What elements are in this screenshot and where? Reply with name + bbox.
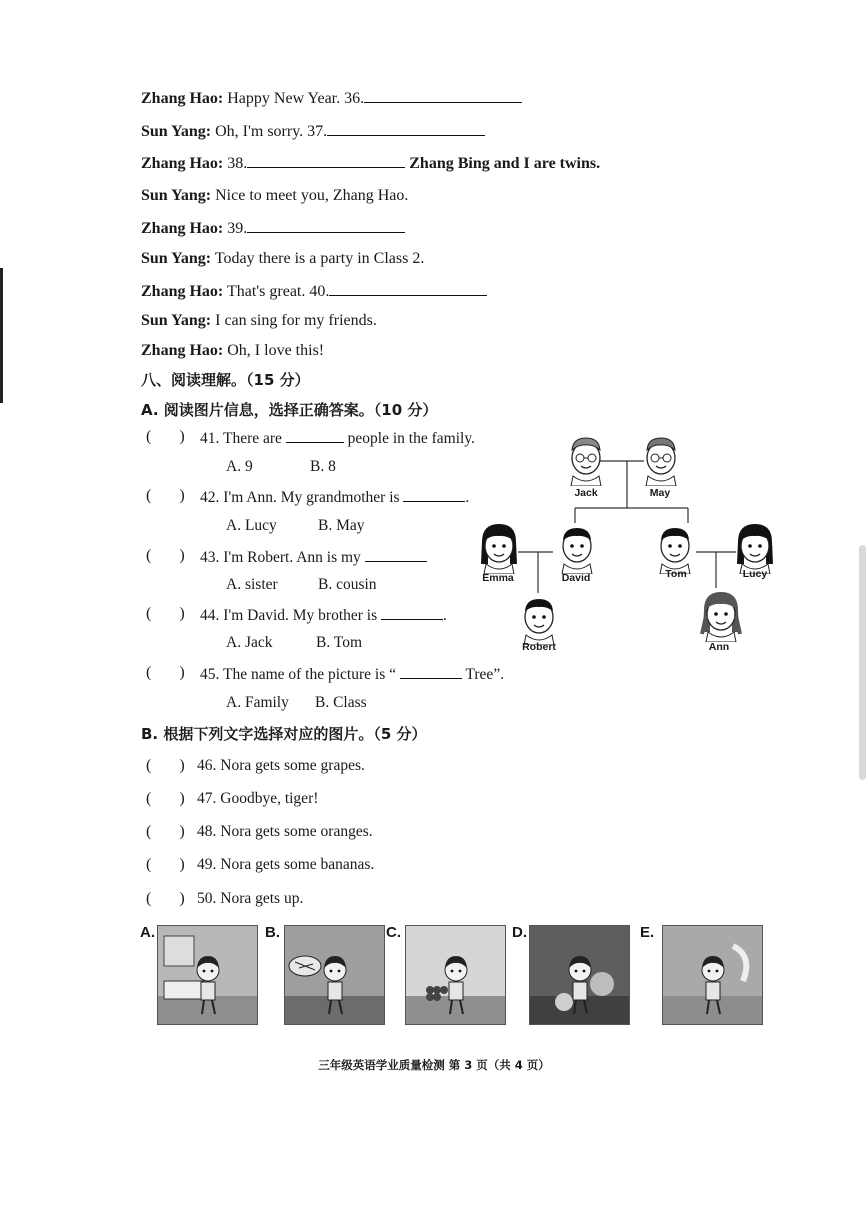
question-text: I'm Ann. My grandmother is bbox=[223, 489, 400, 506]
bracket-close: ) bbox=[179, 757, 185, 774]
girl-ann-portrait bbox=[698, 588, 744, 642]
question-number: 47. bbox=[197, 790, 217, 807]
question-number: 50. bbox=[197, 890, 217, 907]
aunt-emma-portrait bbox=[476, 520, 522, 574]
name-may: May bbox=[649, 487, 671, 499]
answer-blank[interactable] bbox=[403, 487, 465, 502]
dialogue-line bbox=[141, 153, 600, 174]
question-number: 48. bbox=[197, 823, 217, 840]
grandma-may-portrait bbox=[638, 432, 684, 486]
bracket-open: ( bbox=[146, 664, 152, 681]
bracket-open: ( bbox=[146, 547, 152, 564]
option-a[interactable]: A. Family bbox=[226, 694, 289, 711]
question-item bbox=[200, 605, 447, 625]
dialogue-text: Today there is a party in Class 2. bbox=[214, 250, 425, 267]
father-david-portrait bbox=[554, 520, 600, 574]
bracket-close: ) bbox=[179, 823, 185, 840]
answer-blank[interactable] bbox=[381, 605, 443, 620]
speaker-name: Zhang Hao: bbox=[141, 155, 224, 172]
question-item bbox=[197, 823, 373, 841]
part-b-title: B. 根据下列文字选择对应的图片。（5 分） bbox=[141, 725, 427, 743]
question-text: Nora gets some bananas. bbox=[220, 856, 375, 873]
answer-blank[interactable] bbox=[400, 664, 462, 679]
question-number: 49. bbox=[197, 856, 217, 873]
answer-blank[interactable] bbox=[364, 88, 522, 103]
dialogue-text: 39. bbox=[227, 220, 248, 237]
answer-bracket[interactable] bbox=[146, 605, 185, 623]
picture-letter: B. bbox=[265, 924, 280, 941]
bracket-open: ( bbox=[146, 757, 152, 774]
dialogue-text: Oh, I'm sorry. 37. bbox=[215, 123, 328, 140]
question-number: 41. bbox=[200, 430, 220, 447]
name-lucy: Lucy bbox=[742, 568, 768, 580]
speaker-name: Zhang Hao: bbox=[141, 283, 224, 300]
option-a[interactable]: A. Lucy bbox=[226, 517, 277, 534]
question-number: 42. bbox=[200, 489, 220, 506]
question-text: Nora gets some grapes. bbox=[220, 757, 365, 774]
question-text: Nora gets up. bbox=[220, 890, 304, 907]
bracket-open: ( bbox=[146, 790, 152, 807]
page-footer: 三年级英语学业质量检测 第 3 页（共 4 页） bbox=[318, 1058, 550, 1072]
dialogue-line bbox=[141, 186, 408, 206]
speaker-name: Sun Yang: bbox=[141, 123, 212, 140]
name-robert: Robert bbox=[522, 641, 556, 653]
answer-blank[interactable] bbox=[247, 153, 405, 168]
dialogue-text: I can sing for my friends. bbox=[215, 312, 377, 329]
question-text: Nora gets some oranges. bbox=[220, 823, 373, 840]
picture-girl-with-oranges[interactable] bbox=[529, 925, 630, 1025]
dialogue-line bbox=[141, 311, 377, 331]
name-tom: Tom bbox=[665, 568, 687, 580]
name-emma: Emma bbox=[482, 572, 514, 584]
option-b[interactable]: B. Class bbox=[315, 694, 367, 711]
option-a[interactable]: A. sister bbox=[226, 576, 278, 593]
question-item bbox=[200, 428, 475, 448]
dialogue-text: Nice to meet you, Zhang Hao. bbox=[215, 187, 409, 204]
uncle-tom-portrait bbox=[652, 520, 698, 574]
bracket-close: ) bbox=[179, 856, 185, 873]
question-item bbox=[200, 547, 427, 567]
answer-bracket[interactable] bbox=[146, 790, 185, 808]
question-item bbox=[197, 856, 374, 874]
question-text-end: Tree”. bbox=[461, 666, 505, 683]
dialogue-line bbox=[141, 341, 324, 361]
speaker-name: Zhang Hao: bbox=[141, 342, 224, 359]
speaker-name: Sun Yang: bbox=[141, 312, 212, 329]
scan-edge-mark-right bbox=[859, 545, 866, 780]
bracket-open: ( bbox=[146, 823, 152, 840]
bracket-open: ( bbox=[146, 605, 152, 622]
aunt-lucy-portrait bbox=[732, 520, 778, 574]
dialogue-text: Oh, I love this! bbox=[227, 342, 325, 359]
dialogue-line bbox=[141, 281, 487, 302]
grandpa-jack-portrait bbox=[563, 432, 609, 486]
question-number: 45. bbox=[200, 666, 220, 683]
bracket-close: ) bbox=[179, 428, 185, 445]
answer-blank[interactable] bbox=[247, 218, 405, 233]
question-item bbox=[200, 664, 504, 684]
question-text: The name of the picture is “ bbox=[222, 666, 396, 683]
dialogue-line bbox=[141, 249, 424, 269]
dialogue-line bbox=[141, 218, 405, 239]
bracket-open: ( bbox=[146, 428, 152, 445]
answer-bracket[interactable] bbox=[146, 487, 185, 505]
name-david: David bbox=[561, 572, 591, 584]
name-ann: Ann bbox=[708, 641, 730, 653]
picture-girl-running-from-tiger[interactable] bbox=[284, 925, 385, 1025]
answer-bracket[interactable] bbox=[146, 856, 185, 874]
question-item bbox=[197, 790, 318, 808]
section-8-title: 八、阅读理解。（15 分） bbox=[141, 371, 310, 389]
question-text-end: . bbox=[465, 489, 470, 506]
question-text-end: . bbox=[443, 607, 447, 624]
bracket-close: ) bbox=[179, 790, 185, 807]
part-a-title: A. 阅读图片信息，选择正确答案。（10 分） bbox=[141, 401, 438, 419]
dialogue-line bbox=[141, 121, 485, 142]
family-tree-picture bbox=[466, 428, 786, 658]
dialogue-text: 38. bbox=[227, 155, 248, 172]
question-number: 43. bbox=[200, 549, 220, 566]
picture-letter: E. bbox=[640, 924, 655, 941]
picture-letter: D. bbox=[512, 924, 527, 941]
scan-edge-mark bbox=[0, 268, 3, 403]
name-jack: Jack bbox=[574, 487, 598, 499]
question-number: 44. bbox=[200, 607, 220, 624]
answer-bracket[interactable] bbox=[146, 547, 185, 565]
bracket-close: ) bbox=[179, 890, 185, 907]
question-text: I'm Robert. Ann is my bbox=[223, 549, 361, 566]
answer-blank[interactable] bbox=[329, 281, 487, 296]
answer-blank[interactable] bbox=[286, 428, 344, 443]
bracket-open: ( bbox=[146, 487, 152, 504]
picture-letter: C. bbox=[386, 924, 401, 941]
option-b[interactable]: B. cousin bbox=[318, 576, 377, 593]
speaker-name: Sun Yang: bbox=[141, 250, 212, 267]
answer-bracket[interactable] bbox=[146, 428, 185, 446]
bracket-close: ) bbox=[179, 605, 185, 622]
boy-robert-portrait bbox=[516, 591, 562, 645]
answer-blank[interactable] bbox=[365, 547, 427, 562]
dialogue-line bbox=[141, 88, 522, 109]
option-b[interactable]: B. 8 bbox=[310, 458, 336, 475]
picture-girl-with-bananas[interactable] bbox=[662, 925, 763, 1025]
question-text: There are bbox=[222, 430, 282, 447]
question-item bbox=[197, 890, 303, 908]
answer-blank[interactable] bbox=[327, 121, 485, 136]
picture-girl-with-grapes[interactable] bbox=[405, 925, 506, 1025]
question-number: 46. bbox=[197, 757, 217, 774]
option-b[interactable]: B. May bbox=[318, 517, 365, 534]
speaker-name: Zhang Hao: bbox=[141, 90, 224, 107]
answer-bracket[interactable] bbox=[146, 890, 185, 908]
dialogue-text: That's great. 40. bbox=[226, 283, 330, 300]
speaker-name: Sun Yang: bbox=[141, 187, 212, 204]
dialogue-text: Happy New Year. 36. bbox=[227, 90, 365, 107]
option-a[interactable]: A. 9 bbox=[226, 458, 253, 475]
question-text: Goodbye, tiger! bbox=[220, 790, 319, 807]
picture-girl-waking-up[interactable] bbox=[157, 925, 258, 1025]
bracket-open: ( bbox=[146, 890, 152, 907]
answer-bracket[interactable] bbox=[146, 664, 185, 682]
option-a[interactable]: A. Jack bbox=[226, 634, 273, 651]
bracket-open: ( bbox=[146, 856, 152, 873]
speaker-name: Zhang Hao: bbox=[141, 220, 224, 237]
question-item bbox=[197, 757, 365, 775]
bracket-close: ) bbox=[179, 664, 185, 681]
answer-bracket[interactable] bbox=[146, 757, 185, 775]
picture-letter: A. bbox=[140, 924, 155, 941]
bracket-close: ) bbox=[179, 547, 185, 564]
question-text-end: people in the family. bbox=[343, 430, 475, 447]
bracket-close: ) bbox=[179, 487, 185, 504]
question-item bbox=[200, 487, 469, 507]
dialogue-text-after: Zhang Bing and I are twins. bbox=[405, 155, 601, 172]
option-b[interactable]: B. Tom bbox=[316, 634, 363, 651]
answer-bracket[interactable] bbox=[146, 823, 185, 841]
question-text: I'm David. My brother is bbox=[223, 607, 378, 624]
